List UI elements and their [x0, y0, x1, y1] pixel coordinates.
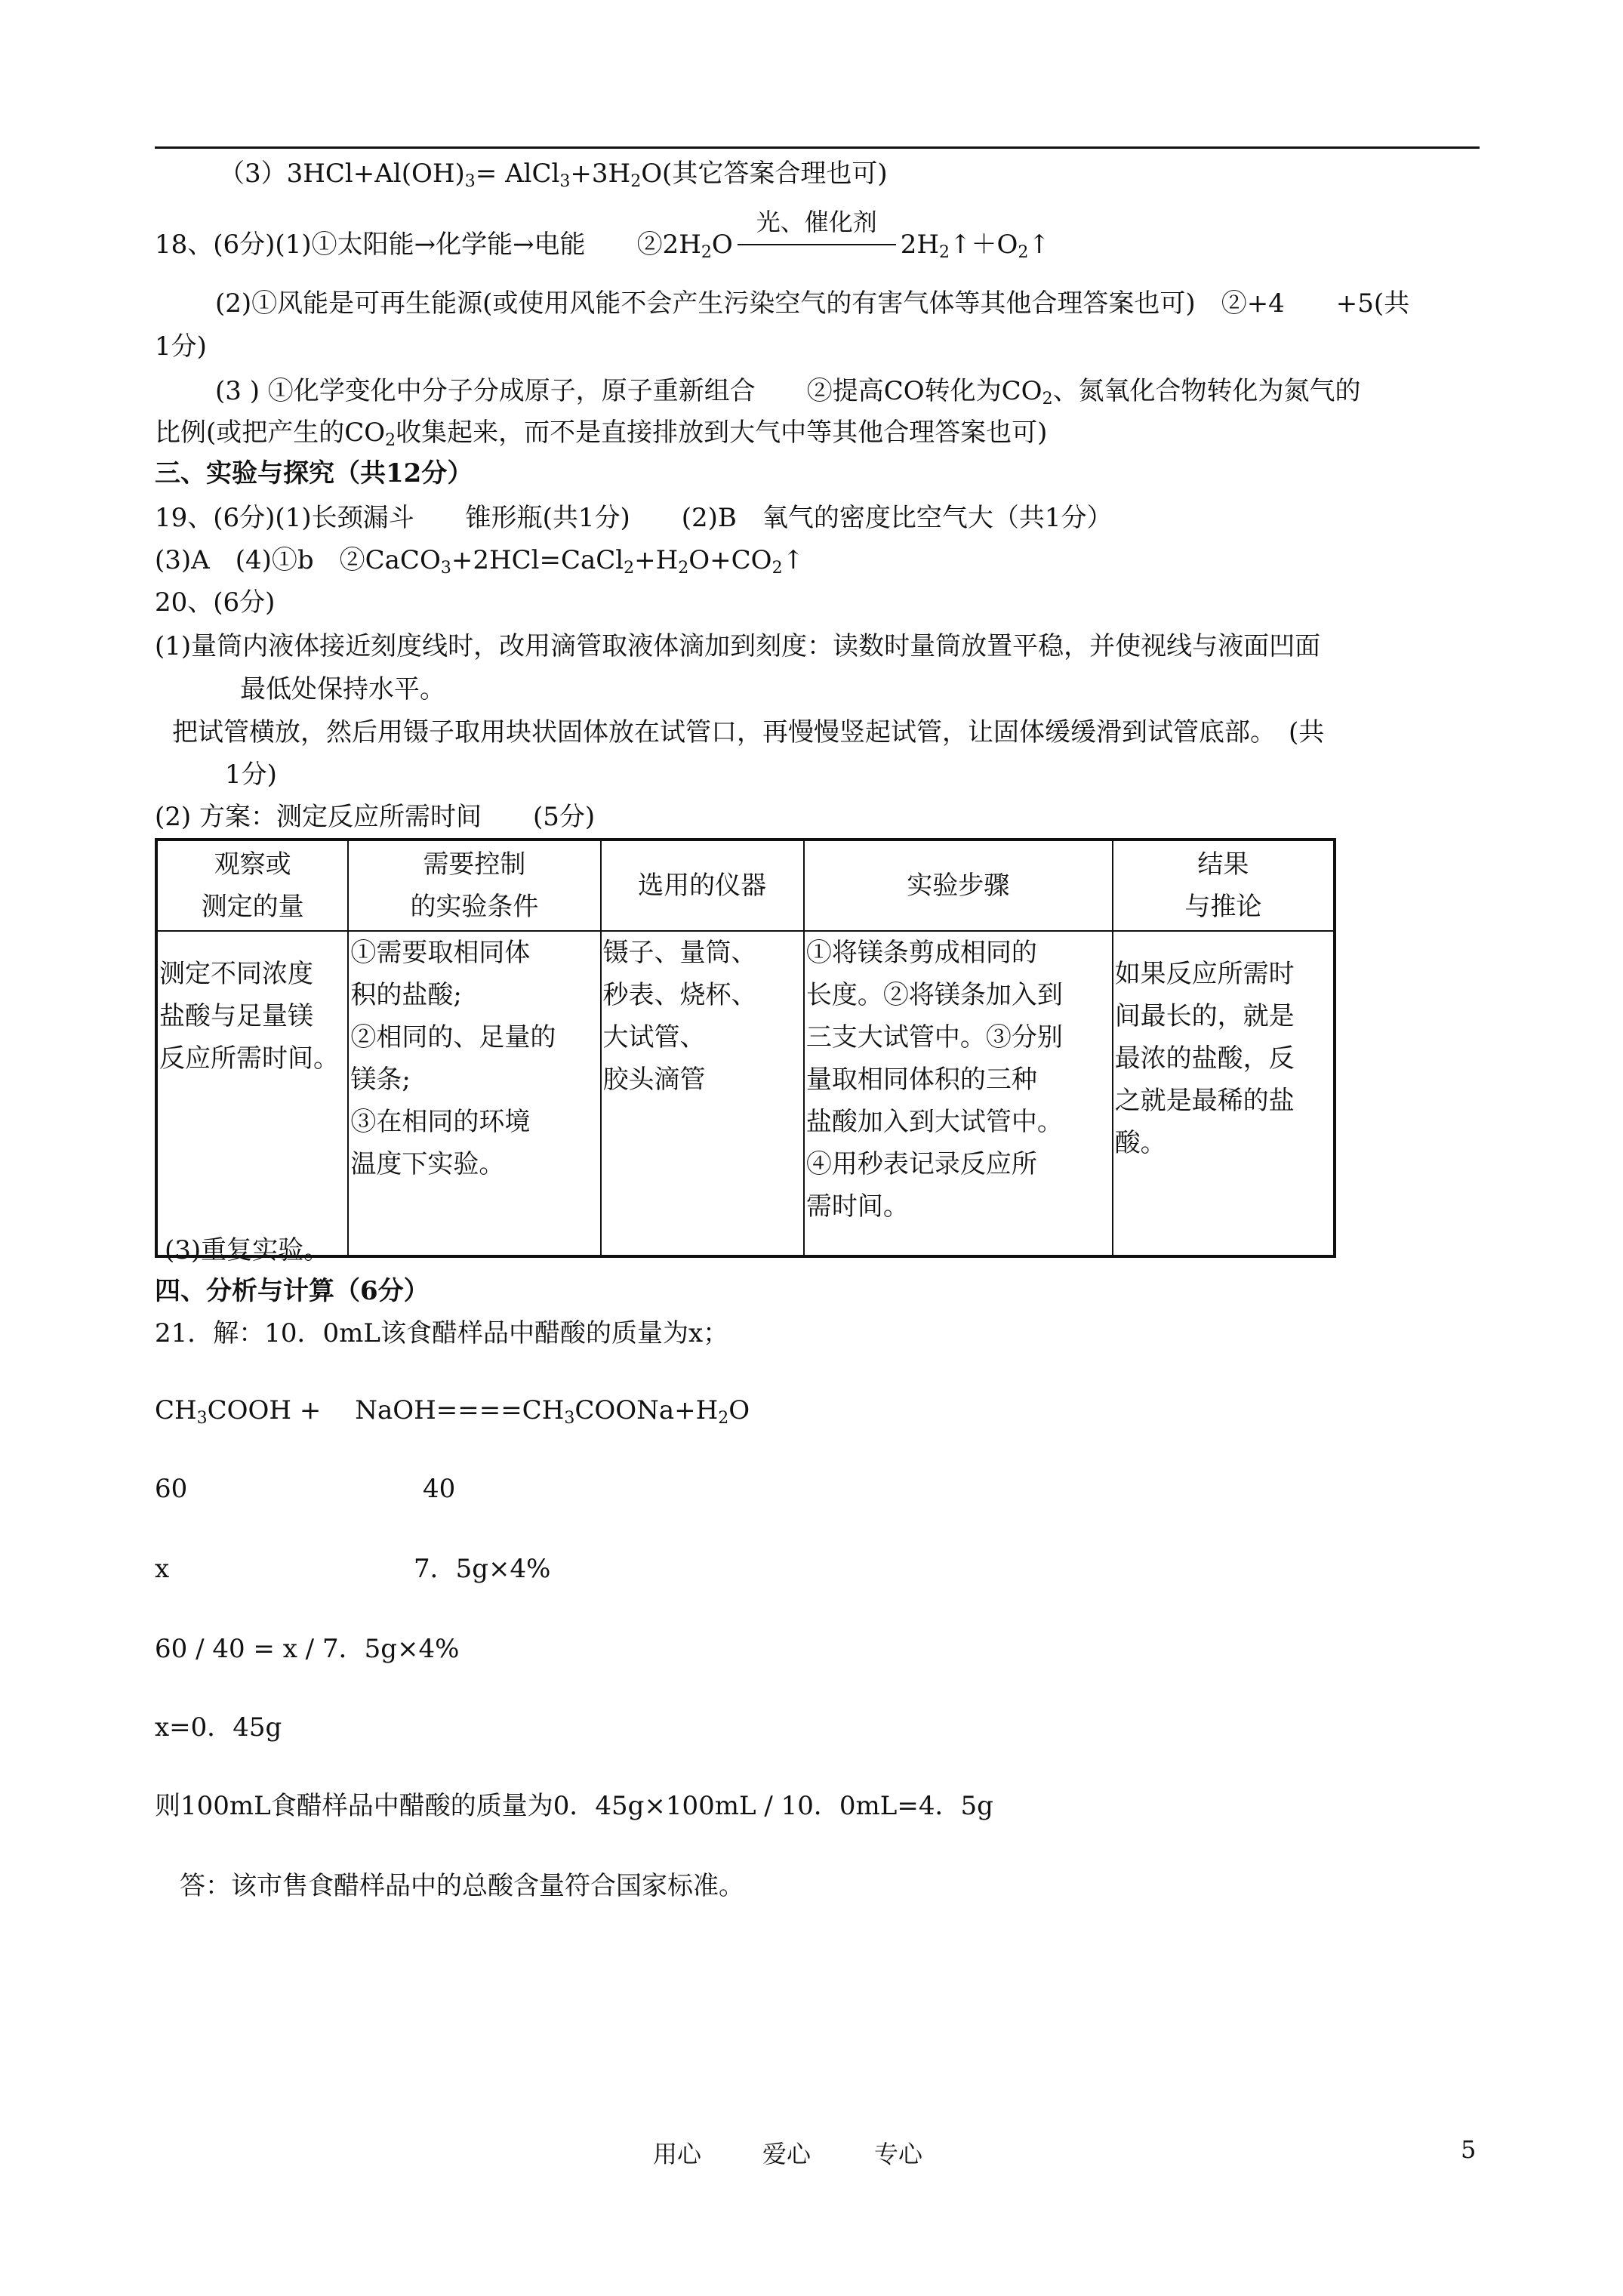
proportion-line: 60 / 40 = x / 7．5g×4%	[155, 1634, 460, 1664]
answer-18-2-line2: 1分)	[155, 331, 207, 362]
table-header-row	[156, 840, 1335, 931]
reaction-condition: 光、催化剂	[733, 228, 901, 261]
mass-left: x	[155, 1554, 170, 1584]
molar-mass-left: 60	[155, 1474, 188, 1504]
header-cell: 观察或 测定的量	[156, 840, 348, 931]
header-cell: 结果 与推论	[1113, 840, 1335, 931]
answer-18-2-line1: (2)①风能是可再生能源(或使用风能不会产生污染空气的有害气体等其他合理答案也可) ②+4 +5(共	[215, 288, 1410, 319]
answer-20-1-line2: 最低处保持水平。	[240, 674, 445, 704]
total-mass-line: 则100mL食醋样品中醋酸的质量为0．45g×100mL / 10．0mL=4．5g	[155, 1791, 993, 1821]
header-rule	[155, 146, 1480, 149]
experiment-table	[155, 838, 1336, 1258]
table-cell: 测定不同浓度 盐酸与足量镁 反应所需时间。	[156, 931, 348, 1256]
section-3-heading: 三、实验与探究（共12分）	[155, 458, 473, 488]
answer-18-1: 18、(6分)(1)①太阳能→化学能→电能 $②2H_2O$ 光、催化剂 $2H_2↑+O_2↑$	[155, 208, 1050, 262]
footer-motto-2: 爱心	[762, 2140, 812, 2168]
answer-20-3: (3)重复实验。	[165, 1235, 330, 1265]
equation-line: $CH_3COOH$ + $NaOH====CH_3COONa+H_2O$	[155, 1395, 750, 1428]
answer-20-1-line1: (1)量筒内液体接近刻度线时，改用滴管取液体滴加到刻度：读数时量筒放置平稳，并使视线与液面凹面	[155, 631, 1321, 661]
table-cell: 如果反应所需时 间最长的，就是 最浓的盐酸，反 之就是最稀的盐 酸。	[1113, 931, 1335, 1256]
footer-motto-1: 用心	[653, 2140, 702, 2168]
answer-19-line2: (3)A (4)①b $②CaCO_3+2HCl=CaCl_2+H_2O+CO_2↑$	[155, 545, 805, 578]
table-row	[156, 931, 1335, 1256]
table-cell: ①将镁条剪成相同的 长度。②将镁条加入到 三支大试管中。③分别 量取相同体积的三种 盐酸加入到大试管中。 ④用秒表记录反应所 需时间。	[804, 931, 1113, 1256]
result-line: x=0．45g	[155, 1712, 282, 1743]
answer-20-2: (2) 方案：测定反应所需时间 (5分)	[155, 802, 596, 832]
header-cell: 选用的仪器	[601, 840, 804, 931]
section-4-heading: 四、分析与计算（6分）	[155, 1276, 430, 1306]
mass-right: 7．5g×4%	[414, 1554, 551, 1584]
answer-18-3-line1: (3 ) ①化学变化中分子分成原子，原子重新组合 ②提高CO转化为$CO_2$、氮氧化合物转化为氮气的	[215, 376, 1361, 408]
header-cell: 需要控制 的实验条件	[348, 840, 600, 931]
answer-20-1-line4: 1分)	[225, 760, 277, 790]
answer-19-line1: 19、(6分)(1)长颈漏斗 锥形瓶(共1分) (2)B 氧气的密度比空气大（共1分）	[155, 503, 1113, 533]
page-number: 5	[1461, 2135, 1477, 2164]
answer-20-1-line3: 把试管横放，然后用镊子取用块状固体放在试管口，再慢慢竖起试管，让固体缓缓滑到试管底部。 (共	[172, 717, 1325, 747]
footer-motto-3: 专心	[874, 2140, 923, 2168]
table-cell: ①需要取相同体 积的盐酸; ②相同的、足量的 镁条; ③在相同的环境 温度下实验。	[348, 931, 600, 1256]
molar-mass-right: 40	[423, 1474, 456, 1504]
table-cell: 镊子、量筒、 秒表、烧杯、 大试管、 胶头滴管	[601, 931, 804, 1256]
answer-20-heading: 20、(6分)	[155, 587, 276, 618]
answer-conclusion: 答：该市售食醋样品中的总酸含量符合国家标准。	[180, 1871, 744, 1901]
header-cell: 实验步骤	[804, 840, 1113, 931]
answer-17-3: $(3)3HCl+Al(OH)_3=$ $AlCl_3+3H_2O$(其它答案合理也可)	[219, 159, 888, 191]
answer-21-intro: 21．解：10．0mL该食醋样品中醋酸的质量为x；	[155, 1318, 729, 1348]
answer-18-3-line2: 比例(或把产生的$CO_2$收集起来，而不是直接排放到大气中等其他合理答案也可)	[155, 418, 1048, 450]
